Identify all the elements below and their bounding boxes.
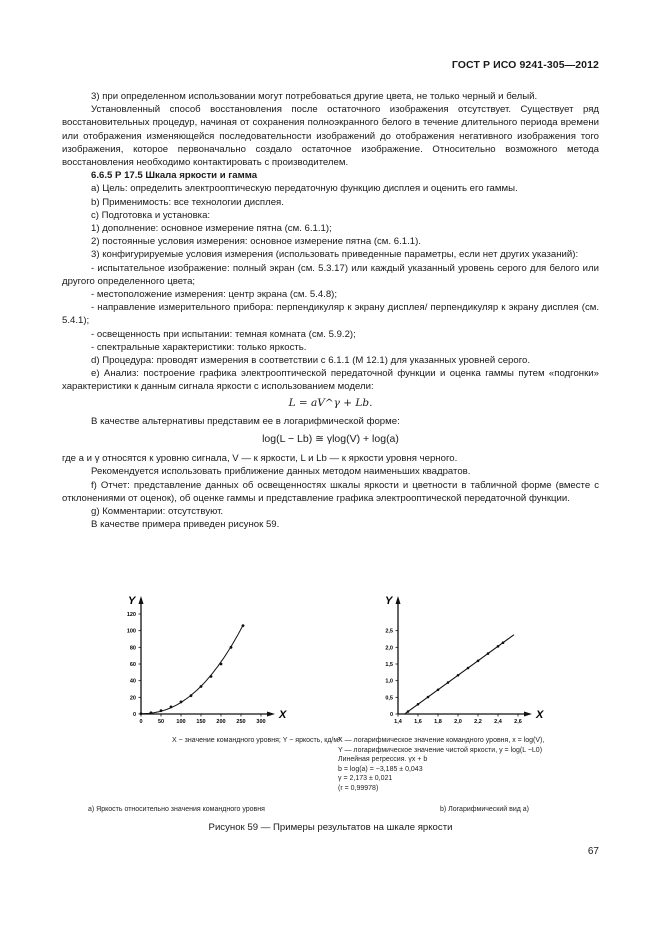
list-item: - местоположение измерения: центр экрана (см. 5.4.8); xyxy=(91,289,338,301)
data-point xyxy=(477,660,480,663)
figure-title: Рисунок 59 — Примеры результатов на шкале яркости xyxy=(208,822,453,833)
caption-line: γ = 2,173 ± 0,021 xyxy=(338,775,393,782)
paragraph: Рекомендуется использовать приближение данных методом наименьших квадратов. xyxy=(91,466,471,478)
document-body xyxy=(62,90,599,532)
x-axis-label: X xyxy=(536,709,544,721)
y-axis-arrow xyxy=(396,596,401,604)
y-tick-label: 2,0 xyxy=(385,645,393,652)
paragraph: b) Применимость: все технологии дисплея. xyxy=(91,196,284,208)
data-point xyxy=(160,709,163,712)
data-point xyxy=(150,711,153,714)
fit-curve xyxy=(141,625,243,713)
x-axis-label: X xyxy=(279,709,287,721)
y-axis-label: Y xyxy=(385,595,393,607)
data-point xyxy=(230,646,233,649)
list-item: - спектральные характеристики: только яркость. xyxy=(91,341,307,353)
paragraph: f) Отчет: представление данных об освещенностях шкалы яркости и цветности в табличной форме (вместе с отклонениями от оценок), об оценке гаммы и представление графика электрооптической передаточной функции. xyxy=(62,479,599,504)
x-axis-arrow xyxy=(524,712,532,717)
x-tick-label: 200 xyxy=(216,719,226,725)
x-tick-label: 2,4 xyxy=(494,719,502,725)
x-tick-label: 150 xyxy=(196,719,206,725)
y-axis-arrow xyxy=(139,596,144,604)
x-axis-arrow xyxy=(267,712,275,717)
right-chart-subcaption: b) Логарифмический вид a) xyxy=(440,806,529,813)
paragraph: 3) конфигурируемые условия измерения (использовать приведенные параметры, если нет других указаний): xyxy=(91,249,579,261)
list-item: - испытательное изображение: полный экран (см. 5.3.17) или каждый указанный уровень серого для белого или другого определенного цвета; xyxy=(62,262,599,287)
log-luminance-chart xyxy=(362,594,552,729)
caption-line: Линейная регрессия. γx + b xyxy=(338,756,428,763)
x-tick-label: 300 xyxy=(256,719,266,725)
data-point xyxy=(497,645,500,648)
y-tick-label: 2,5 xyxy=(385,628,393,635)
x-tick-label: 1,8 xyxy=(434,719,442,725)
luminance-chart xyxy=(105,594,295,729)
y-tick-label: 20 xyxy=(129,695,136,702)
caption-line: (r = 0,99978) xyxy=(338,784,379,792)
x-tick-label: 2,2 xyxy=(474,719,482,725)
data-point xyxy=(220,663,223,666)
x-tick-label: 0 xyxy=(139,719,143,725)
y-tick-label: 120 xyxy=(126,612,136,618)
y-tick-label: 80 xyxy=(129,645,136,652)
y-tick-label: 60 xyxy=(129,662,136,668)
data-point xyxy=(190,694,193,697)
data-point xyxy=(447,681,450,684)
paragraph: c) Подготовка и установка: xyxy=(91,209,211,221)
log-formula: log(L − Lb) ≅ γlog(V) + log(a) xyxy=(262,433,399,446)
left-chart-caption: X − значение командного уровня; Y − яркость, кд/м² xyxy=(172,737,341,744)
data-point xyxy=(467,667,470,670)
data-point xyxy=(487,652,490,655)
data-point xyxy=(457,674,460,677)
y-tick-label: 0 xyxy=(389,712,393,718)
data-point xyxy=(427,696,430,699)
caption-line: Y — логарифмическое значение чистой яркости, y = log(L −L0) xyxy=(338,746,543,754)
paragraph: 2) постоянные условия измерения: основное измерение пятна (см. 6.1.1). xyxy=(91,236,421,248)
x-tick-label: 50 xyxy=(157,719,165,725)
data-point xyxy=(180,701,183,704)
x-tick-label: 1,4 xyxy=(394,719,402,725)
x-tick-label: 250 xyxy=(236,719,246,725)
y-tick-label: 40 xyxy=(129,678,136,685)
data-point xyxy=(200,685,203,688)
x-tick-label: 100 xyxy=(176,719,186,725)
paragraph: a) Цель: определить электрооптическую передаточную функцию дисплея и оценить его гаммы. xyxy=(91,183,518,195)
document-code-header: ГОСТ Р ИСО 9241-305—2012 xyxy=(451,59,599,71)
paragraph: Установленный способ восстановления после остаточного изображения отсутствует. Существует ряд восстановительных процедур, начиная от сохранения полноэкранного белого в течение длительного периода времени или отображения изменяющейся последовательности изображений до отображения негативного изображения того изображения, которое первоначально создало остаточное изображение. Относительно возможного метода восстановления необходимо контактировать с производителем. xyxy=(62,104,599,169)
right-chart-caption xyxy=(338,736,578,793)
left-chart-subcaption: а) Яркость относительно значения командного уровня xyxy=(88,806,265,813)
paragraph: 3) при определенном использовании могут потребоваться другие цвета, не только черный и белый. xyxy=(91,91,538,102)
x-tick-label: 1,6 xyxy=(414,719,422,725)
paragraph: 1) дополнение: основное измерение пятна (см. 6.1.1); xyxy=(91,223,332,235)
page-number: 67 xyxy=(587,846,599,857)
paragraph: d) Процедура: проводят измерения в соответствии с 6.1.1 (М 12.1) для указанных уровней серого. xyxy=(91,355,530,367)
caption-line: b = log(a) = −3,185 ± 0,043 xyxy=(338,765,423,773)
caption-line: X — логарифмическое значение командного уровня, x = log(V), xyxy=(338,737,545,744)
data-point xyxy=(242,624,245,627)
paragraph: В качестве альтернативы представим ее в логарифмической форме: xyxy=(91,415,400,427)
y-tick-label: 0,5 xyxy=(385,695,393,702)
data-point xyxy=(502,641,505,644)
data-point xyxy=(437,688,440,691)
paragraph: e) Анализ: построение графика электрооптической передаточной функции и оценка гаммы путем «подгонки» характеристики к данным сигнала яркости с использованием модели: xyxy=(62,368,599,393)
data-point xyxy=(170,706,173,709)
y-tick-label: 1,5 xyxy=(385,662,393,668)
list-item: - направление измерительного прибора: перпендикуляр к экрану дисплея/ перпендикуляр к экрану дисплея (см. 5.4.1); xyxy=(62,302,599,327)
data-point xyxy=(417,703,420,706)
model-formula: L = aV^γ + Lb. xyxy=(288,396,373,409)
y-tick-label: 0 xyxy=(132,712,136,718)
section-heading: 6.6.5 Р 17.5 Шкала яркости и гамма xyxy=(91,170,258,182)
paragraph: g) Комментарии: отсутствуют. xyxy=(91,506,224,518)
y-axis-label: Y xyxy=(128,595,136,607)
y-tick-label: 1,0 xyxy=(385,678,393,685)
y-tick-label: 100 xyxy=(126,628,136,635)
list-item: - освещенность при испытании: темная комната (см. 5.9.2); xyxy=(91,328,356,340)
paragraph: В качестве примера приведен рисунок 59. xyxy=(91,519,280,531)
x-tick-label: 2,6 xyxy=(514,719,522,725)
paragraph: где a и γ относятся к уровню сигнала, V — к яркости, L и Lb — к яркости уровня черного. xyxy=(62,453,458,465)
data-point xyxy=(407,710,410,713)
data-point xyxy=(140,712,143,715)
x-tick-label: 2,0 xyxy=(454,719,462,725)
data-point xyxy=(210,675,213,678)
